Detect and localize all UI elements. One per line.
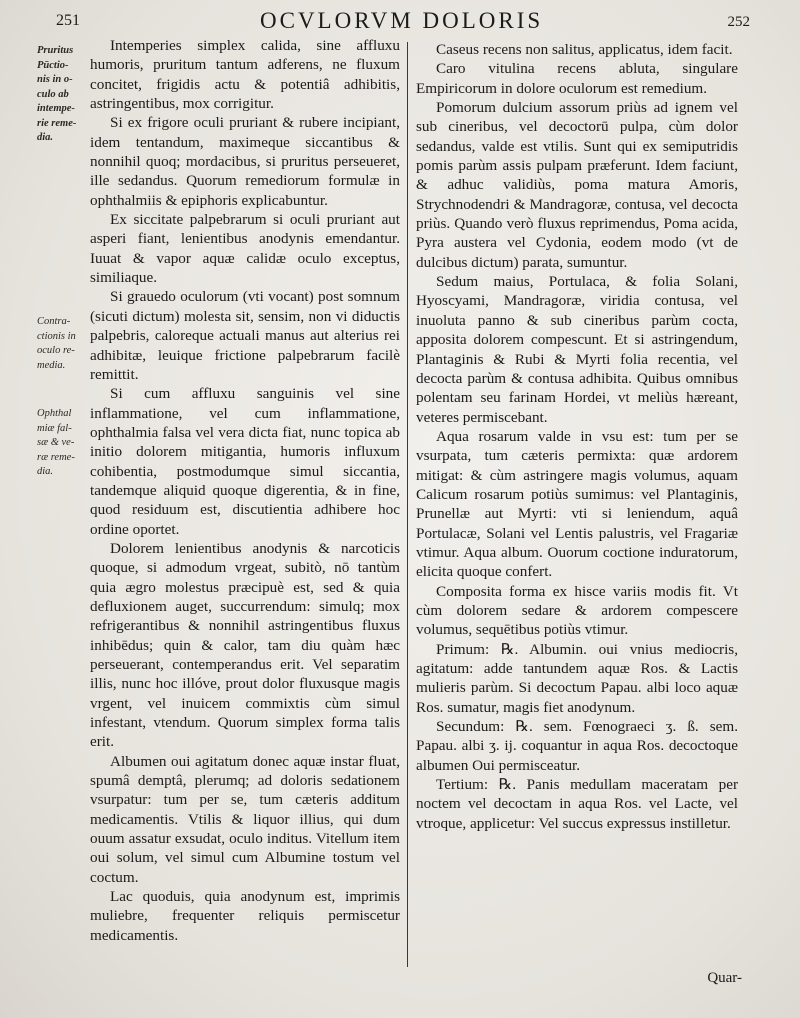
right-paragraph-5: Aqua rosarum valde in vsu est: tum per se vsurpata, tum cæteris permixta: quæ ardorem mitigat: & cùm astringere magis volumus, aquam Calicum rosarum potiùs sumimus: vel Plantaginis, Prunellæ aut Myrti: vti si leniendum, aquâ Portulacæ, Solani vel Lentis palustris, vel Fragariæ vtimur. Aqua album. Ouorum coctione induratorum, elicita quoque confert. (416, 427, 738, 581)
left-paragraph-3: Ex siccitate palpebrarum si oculi pruriant aut asperi fiant, lenientibus anodynis emendantur. Iuuat & vapor aquæ calidæ oculo exceptus, similiaque. (90, 211, 400, 287)
right-paragraph-7: Primum: ℞. Albumin. oui vnius mediocris, agitatum: adde tantundem aquæ Ros. & Lactis mulieris parùm. Si decoctum Papau. albi loco aquæ Ros. sumatur, magis fiet anodynum. (416, 640, 738, 716)
page-header (0, 8, 800, 38)
left-column (90, 36, 400, 945)
margin-note-pruritus: Pruritus Pūctio- nis in o- culo ab intempe- rie reme- dia. (37, 45, 77, 143)
right-paragraph-4: Sedum maius, Portulaca, & folia Solani, Hyoscyami, Mandragoræ, viridia contusa, vel inuoluta panno & sub cineribus parùm cocta, apposita dolorem compescunt. Et si astringendum, Plantaginis & Rubi & Myrti folia recentia, vel decocta parùm & contusa adhibita. Quibus omnibus polentam seu farinam Hordei, vt meliùs hæreant, veteres permiscebant. (416, 273, 738, 426)
right-paragraph-2: Caro vitulina recens abluta, singulare Empiricorum in dolore oculorum est remedium. (416, 60, 738, 97)
right-page-number: 252 (727, 14, 750, 30)
right-paragraph-9: Tertium: ℞. Panis medullam maceratam per noctem vel decoctam in aqua Ros. vel Lacte, vel vtroque, applicetur: Vel succus expressus instilletur. (416, 776, 738, 832)
running-title: OCVLORVM DOLORIS (260, 8, 544, 33)
margin-note-ophthalmia: Ophthal miæ fal- sæ & ve- ræ reme- dia. (37, 408, 75, 477)
catchword: Quar- (707, 970, 742, 986)
right-paragraph-6: Composita forma ex hisce variis modis fit. Vt cùm dolorem sedare & ardorem compescere volumus, sequētibus potiùs vtimur. (416, 582, 738, 639)
left-paragraph-5: Si cum affluxu sanguinis vel sine inflammatione, vel cum inflammatione, ophthalmia falsa vel vera dicta fiat, nunc topica ab initio dolorem mitigantia, humoris influxum cohibentia, postmodumque simul siccantia, tandemque aliquid quoque digerentia, & in fine, quod residuum est, discutientia adhibere hoc ordine oportet. (90, 385, 400, 538)
left-paragraph-8: Lac quoduis, quia anodynum est, imprimis muliebre, frequenter reliquis permiscetur medicamentis. (90, 888, 400, 944)
left-paragraph-7: Albumen oui agitatum donec aquæ instar fluat, spumâ demptâ, plerumq; ad doloris sedationem vsurpatur: tum per se, tum cæteris additum medicamentis. Vtilis & liquor illius, qui dum ouum assatur exsudat, oculo inditus. Vitellum item oui solum, vel simul cum Albumine tostum vel coctum. (90, 752, 400, 886)
left-page-number: 251 (56, 12, 80, 29)
left-paragraph-1: Intemperies simplex calida, sine affluxu humoris, pruritum tantum adferens, ne fluxum concitet, frigidis actu & potentiâ adhibitis, astringentibus, mox corrigitur. (90, 37, 400, 113)
left-paragraph-4: Si grauedo oculorum (vti vocant) post somnum (sicuti dictum) molesta sit, sensim, non vi diductis palpebris, caloreque actuali manus aut alterius rei adhibitæ, leuique frictione palpebrarum facilè remittit. (90, 288, 400, 383)
right-paragraph-1: Caseus recens non salitus, applicatus, idem facit. (436, 41, 733, 58)
right-paragraph-3: Pomorum dulcium assorum priùs ad ignem vel sub cineribus, vel decoctorū pulpa, cùm dolor sedandus, valde est vtilis. Sunt qui ex semiputridis pomis parùm assis pulpam præferunt. Idem faciunt, & adhuc validiùs, poma matura Amoris, Strychnodendri & Mandragoræ, contusa, vel decocta priùs. Quando verò fluxus reprimendus, Poma acida, Pyra austera vel Cydonia, eodem modo (vt de dulcibus dictum) parata, sumuntur. (416, 99, 738, 271)
left-paragraph-2: Si ex frigore oculi pruriant & rubere incipiant, idem tentandum, maximeque siccantibus & nonnihil quoq; mordacibus, si pruritus perseueret, ille sedandus. Quorum remediorum formulæ in ophthalmiis & epiphoris explicabuntur. (90, 114, 400, 209)
column-divider (407, 42, 408, 967)
margin-note-contractio: Contra- ctionis in oculo re- media. (37, 316, 76, 371)
right-column (416, 40, 738, 833)
right-paragraph-8: Secundum: ℞. sem. Fœnograeci ʒ. ß. sem. Papau. albi ʒ. ij. coquantur in aqua Ros. decoctoque albumen Oui permisceatur. (416, 718, 738, 774)
left-paragraph-6: Dolorem lenientibus anodynis & narcoticis quoque, si admodum vrgeat, subitò, nō tantùm quia ægro molestus præcipuè est, sed & quia defluxionem auget, succurrendum: simulq; mox refrigerantibus & nonnihil astringentibus fluxus inhibēdus; quin & calor, tam diu quàm hæc perseuerant, contemperandus erit. Vel separatim illis, nunc hoc illóve, prout dolor fluxusque magis vrgent, vel inuicem commixtis cùm simul infestant, vtendum. Quorum simplex forma talis erit. (90, 539, 400, 751)
